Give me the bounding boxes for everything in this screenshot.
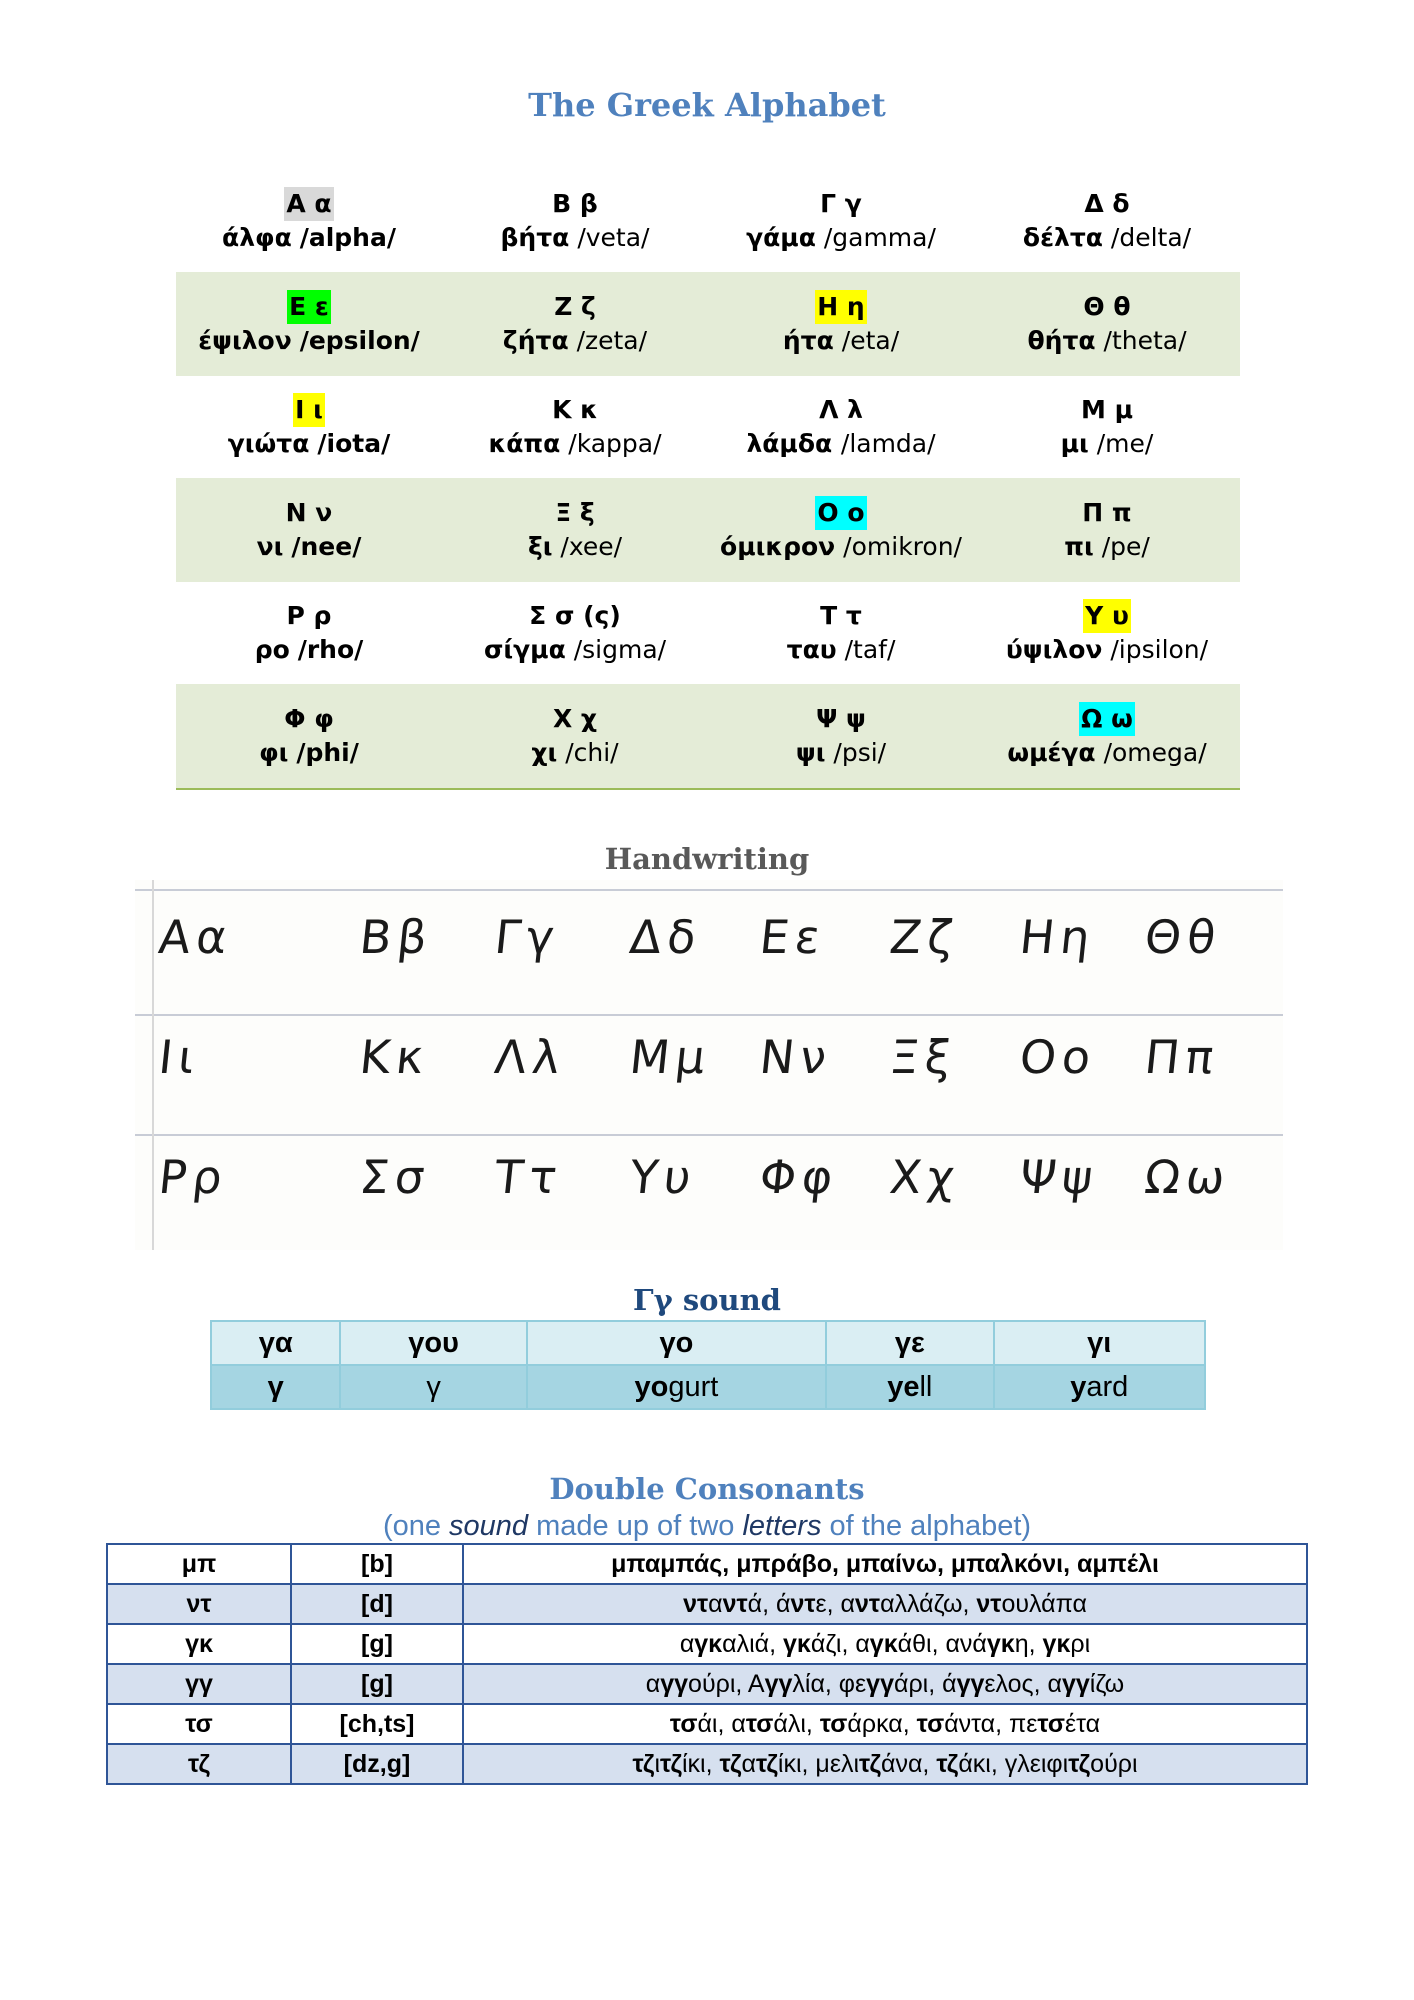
letter-cell xyxy=(974,170,1240,272)
example-segment: τσ xyxy=(1037,1709,1065,1738)
letter-name xyxy=(503,324,647,358)
example-segment: η, xyxy=(1014,1629,1043,1658)
letter-cell xyxy=(708,272,974,376)
consonant-examples xyxy=(463,1664,1307,1704)
letter-name xyxy=(222,221,396,255)
pronunciation: /gamma/ xyxy=(823,223,936,252)
example-segment: ρι xyxy=(1070,1629,1091,1658)
greek-name: νι xyxy=(256,532,284,561)
consonant-row xyxy=(107,1584,1307,1624)
handwritten-letters: Ιι xyxy=(156,1030,203,1084)
alphabet-row xyxy=(176,376,1240,478)
gamma-sound-cell xyxy=(527,1365,826,1409)
subtitle-part: letters xyxy=(742,1510,822,1542)
alphabet-row xyxy=(176,272,1240,376)
example-segment: ε, α xyxy=(815,1589,856,1618)
example-segment: γκ xyxy=(1042,1629,1071,1658)
handwritten-letters: Δδ xyxy=(627,910,705,964)
letter-cell xyxy=(708,478,974,582)
consonant-examples xyxy=(463,1624,1307,1664)
alphabet-row xyxy=(176,170,1240,272)
letter-pair: Ι ι xyxy=(293,393,325,427)
greek-name: σίγμα xyxy=(483,635,566,664)
handwriting-title: Handwriting xyxy=(604,842,810,876)
gamma-sound-cell xyxy=(340,1365,526,1409)
letter-pair: Λ λ xyxy=(819,395,863,424)
pronunciation: /omega/ xyxy=(1103,738,1207,767)
consonant-row xyxy=(107,1744,1307,1784)
handwritten-letters: Ξξ xyxy=(887,1030,960,1084)
handwritten-letters: Φφ xyxy=(757,1150,842,1204)
consonant-row xyxy=(107,1544,1307,1584)
letter-name xyxy=(746,221,936,255)
consonant-sound: [g] xyxy=(291,1664,463,1704)
letter-name xyxy=(255,633,364,667)
letter-pair: Ζ ζ xyxy=(554,292,596,321)
gamma-sound-cell xyxy=(211,1365,340,1409)
greek-name: όμικρον xyxy=(720,532,836,561)
subtitle-part: of the alphabet) xyxy=(821,1510,1032,1542)
sound-rest: ll xyxy=(919,1370,933,1403)
letter-cell xyxy=(442,478,708,582)
sound-bold: γ xyxy=(267,1370,284,1403)
greek-name: ζήτα xyxy=(502,326,569,355)
letter-cell xyxy=(176,376,442,478)
example-segment: ντ xyxy=(976,1589,1002,1618)
greek-name: έψιλον xyxy=(198,326,292,355)
sound-rest: γ xyxy=(426,1370,441,1403)
example-segment: άζι, α xyxy=(810,1629,870,1658)
pronunciation: /veta/ xyxy=(577,223,650,252)
gamma-spelling-cell: γα xyxy=(211,1321,340,1365)
pronunciation: /me/ xyxy=(1096,429,1154,458)
example-segment: άλι, xyxy=(773,1709,820,1738)
example-segment: έτα xyxy=(1064,1709,1101,1738)
letter-cell xyxy=(176,684,442,788)
example-segment: τζ xyxy=(1068,1749,1091,1778)
letter-cell xyxy=(974,684,1240,788)
consonant-row xyxy=(107,1624,1307,1664)
example-segment: λία, φε xyxy=(792,1669,867,1698)
letter-cell xyxy=(442,170,708,272)
sound-bold: y xyxy=(1070,1370,1087,1403)
letter-name xyxy=(1007,736,1206,770)
handwritten-letters: Κκ xyxy=(357,1030,433,1084)
example-segment: αλλάζω, xyxy=(880,1589,977,1618)
handwritten-letters: Ββ xyxy=(357,910,436,964)
example-segment: ντ xyxy=(683,1589,709,1618)
handwritten-letters: Λλ xyxy=(492,1030,569,1084)
letter-name xyxy=(1027,324,1186,358)
double-consonants-table xyxy=(106,1543,1308,1785)
handwritten-letters: Οο xyxy=(1017,1030,1100,1084)
pronunciation: /xee/ xyxy=(560,532,623,561)
example-segment: ούρι, Α xyxy=(688,1669,765,1698)
consonant-sound: [g] xyxy=(291,1624,463,1664)
handwritten-letters: Εε xyxy=(757,910,829,964)
letter-cell xyxy=(708,170,974,272)
letter-name xyxy=(1061,427,1154,461)
example-segment: μπαμπάς, μπράβο, μπαίνω, μπαλκόνι, αμπέλι xyxy=(611,1549,1159,1578)
letter-name xyxy=(531,736,618,770)
example-segment: α xyxy=(741,1749,756,1778)
gamma-spelling-cell: γι xyxy=(994,1321,1205,1365)
handwritten-letters: Γγ xyxy=(492,910,563,964)
greek-name: ωμέγα xyxy=(1007,738,1096,767)
letter-cell xyxy=(974,478,1240,582)
letter-name xyxy=(198,324,420,358)
example-segment: άι, α xyxy=(697,1709,746,1738)
letter-pair: Ο ο xyxy=(815,496,866,530)
letter-name xyxy=(501,221,650,255)
letter-name xyxy=(259,736,359,770)
greek-name: ρο xyxy=(254,635,290,664)
greek-name: μι xyxy=(1060,429,1089,458)
greek-name: άλφα xyxy=(222,223,292,252)
letter-name xyxy=(1023,221,1191,255)
example-segment: γκ xyxy=(986,1629,1015,1658)
example-segment: ά, ά xyxy=(747,1589,791,1618)
letter-cell xyxy=(176,582,442,684)
handwritten-letters: Ωω xyxy=(1142,1150,1234,1204)
example-segment: ντ xyxy=(790,1589,816,1618)
consonant-pair: γκ xyxy=(107,1624,291,1664)
letter-pair: Ε ε xyxy=(287,290,331,324)
handwritten-letters: Θθ xyxy=(1142,910,1225,964)
handwritten-letters: Αα xyxy=(156,910,236,964)
handwriting-image xyxy=(135,880,1283,1250)
letter-pair: Σ σ (ς) xyxy=(529,601,621,630)
pronunciation: /lamda/ xyxy=(840,429,936,458)
handwritten-letters: Ππ xyxy=(1142,1030,1223,1084)
consonant-sound: [b] xyxy=(291,1544,463,1584)
pronunciation: /eta/ xyxy=(841,326,900,355)
example-segment: τζ xyxy=(632,1749,655,1778)
letter-name xyxy=(1006,633,1208,667)
letter-cell xyxy=(974,582,1240,684)
greek-name: φι xyxy=(259,738,289,767)
pronunciation: /nee/ xyxy=(291,532,362,561)
letter-name xyxy=(783,324,899,358)
example-segment: άντα, πε xyxy=(944,1709,1038,1738)
consonant-pair: μπ xyxy=(107,1544,291,1584)
consonant-sound: [dz,g] xyxy=(291,1744,463,1784)
example-segment: άθι, ανά xyxy=(897,1629,987,1658)
handwritten-letters: Ττ xyxy=(492,1150,566,1204)
letter-cell xyxy=(442,684,708,788)
example-segment: γγ xyxy=(1061,1669,1090,1698)
handwritten-letters: Σσ xyxy=(357,1150,434,1204)
consonant-pair: γγ xyxy=(107,1664,291,1704)
letter-name xyxy=(720,530,962,564)
letter-pair: Δ δ xyxy=(1084,189,1130,218)
greek-name: χι xyxy=(531,738,558,767)
consonant-sound: [d] xyxy=(291,1584,463,1624)
letter-pair: Α α xyxy=(284,187,333,221)
pronunciation: /chi/ xyxy=(565,738,619,767)
example-segment: τσ xyxy=(669,1709,698,1738)
pronunciation: /alpha/ xyxy=(299,223,396,252)
letter-cell xyxy=(176,272,442,376)
letter-name xyxy=(787,633,896,667)
pronunciation: /omikron/ xyxy=(843,532,962,561)
letter-cell xyxy=(708,582,974,684)
pronunciation: /ipsilon/ xyxy=(1110,635,1209,664)
gamma-sound-cell xyxy=(826,1365,993,1409)
gamma-sound-table xyxy=(210,1320,1206,1410)
consonant-row xyxy=(107,1664,1307,1704)
letter-pair: Θ θ xyxy=(1083,292,1131,321)
consonant-pair: τσ xyxy=(107,1704,291,1744)
example-segment: άκι, γλειφι xyxy=(958,1749,1069,1778)
letter-cell xyxy=(442,376,708,478)
page-title: The Greek Alphabet xyxy=(528,86,886,124)
example-segment: γγ xyxy=(866,1669,894,1698)
example-segment: τζ xyxy=(755,1749,778,1778)
letter-cell xyxy=(442,272,708,376)
greek-name: βήτα xyxy=(500,223,570,252)
subtitle-part: made up of two xyxy=(528,1510,743,1542)
example-segment: ίζω xyxy=(1089,1669,1125,1698)
gamma-sound-cell xyxy=(994,1365,1205,1409)
greek-name: ύψιλον xyxy=(1005,635,1103,664)
gamma-row-spelling xyxy=(211,1321,1205,1365)
example-segment: τζ xyxy=(719,1749,742,1778)
pronunciation: /phi/ xyxy=(296,738,359,767)
consonant-pair: ντ xyxy=(107,1584,291,1624)
gamma-spelling-cell: γε xyxy=(826,1321,993,1365)
example-segment: αλιά, xyxy=(722,1629,783,1658)
greek-name: δέλτα xyxy=(1022,223,1103,252)
letter-pair: Β β xyxy=(552,189,598,218)
letter-pair: Κ κ xyxy=(552,395,598,424)
consonant-sound: [ch,ts] xyxy=(291,1704,463,1744)
consonant-pair: τζ xyxy=(107,1744,291,1784)
sound-bold: ye xyxy=(887,1370,920,1403)
consonant-examples xyxy=(463,1584,1307,1624)
example-segment: α xyxy=(679,1629,695,1658)
example-segment: ντ xyxy=(722,1589,748,1618)
letter-pair: Ν ν xyxy=(285,498,333,527)
alphabet-row xyxy=(176,684,1240,788)
example-segment: τζ xyxy=(660,1749,682,1778)
letter-cell xyxy=(974,272,1240,376)
greek-name: ξι xyxy=(527,532,553,561)
gamma-spelling-cell: γο xyxy=(527,1321,826,1365)
consonant-examples xyxy=(463,1704,1307,1744)
greek-name: γάμα xyxy=(746,223,816,252)
double-consonants-subtitle xyxy=(0,1510,1414,1543)
subtitle-part: sound xyxy=(449,1510,529,1542)
example-segment: α xyxy=(708,1589,723,1618)
letter-cell xyxy=(176,170,442,272)
sound-rest: gurt xyxy=(668,1370,719,1403)
example-segment: ουλάπα xyxy=(1001,1589,1087,1618)
letter-pair: Ω ω xyxy=(1079,702,1135,736)
greek-name: ήτα xyxy=(782,326,834,355)
example-segment: άρι, ά xyxy=(893,1669,957,1698)
pronunciation: /psi/ xyxy=(833,738,887,767)
pronunciation: /iota/ xyxy=(317,429,391,458)
sound-bold: yo xyxy=(634,1370,669,1403)
letter-pair: Χ χ xyxy=(552,704,598,733)
example-segment: τσ xyxy=(916,1709,945,1738)
alphabet-row xyxy=(176,582,1240,684)
pronunciation: /theta/ xyxy=(1103,326,1187,355)
handwritten-letters: Υυ xyxy=(627,1150,700,1204)
letter-pair: Ξ ξ xyxy=(555,498,595,527)
letter-name xyxy=(257,530,362,564)
example-segment: γγ xyxy=(764,1669,793,1698)
letter-pair: Τ τ xyxy=(820,601,862,630)
example-segment: ελος, α xyxy=(984,1669,1062,1698)
greek-name: κάπα xyxy=(488,429,561,458)
example-segment: ντ xyxy=(855,1589,881,1618)
pronunciation: /taf/ xyxy=(844,635,896,664)
consonant-examples xyxy=(463,1744,1307,1784)
example-segment: τσ xyxy=(745,1709,774,1738)
pronunciation: /epsilon/ xyxy=(299,326,420,355)
sound-rest: ard xyxy=(1086,1370,1129,1403)
example-segment: γγ xyxy=(660,1669,689,1698)
letter-name xyxy=(528,530,622,564)
example-segment: ι xyxy=(654,1749,661,1778)
example-segment: ίκι, μελι xyxy=(777,1749,860,1778)
letter-cell xyxy=(442,582,708,684)
example-segment: γκ xyxy=(783,1629,811,1658)
example-segment: ούρι xyxy=(1090,1749,1138,1778)
greek-name: γιώτα xyxy=(227,429,310,458)
example-segment: α xyxy=(645,1669,661,1698)
letter-cell xyxy=(176,478,442,582)
letter-name xyxy=(228,427,390,461)
example-segment: τσ xyxy=(819,1709,848,1738)
letter-pair: Μ μ xyxy=(1081,395,1133,424)
letter-name xyxy=(484,633,666,667)
consonant-row xyxy=(107,1704,1307,1744)
letter-pair: Υ υ xyxy=(1083,599,1131,633)
alphabet-row xyxy=(176,478,1240,582)
pronunciation: /kappa/ xyxy=(568,429,662,458)
greek-name: ψι xyxy=(795,738,826,767)
letter-name xyxy=(796,736,886,770)
letter-cell xyxy=(708,684,974,788)
example-segment: τζ xyxy=(936,1749,959,1778)
pronunciation: /pe/ xyxy=(1101,532,1150,561)
example-segment: ίκι, xyxy=(682,1749,720,1778)
example-segment: άρκα, xyxy=(847,1709,917,1738)
pronunciation: /rho/ xyxy=(297,635,364,664)
handwritten-letters: Χχ xyxy=(887,1150,963,1204)
greek-name: πι xyxy=(1064,532,1094,561)
letter-pair: Ψ ψ xyxy=(816,704,866,733)
example-segment: γκ xyxy=(694,1629,723,1658)
handwritten-letters: Ζζ xyxy=(887,910,962,964)
letter-pair: Π π xyxy=(1082,498,1132,527)
pronunciation: /zeta/ xyxy=(576,326,648,355)
letter-pair: Ρ ρ xyxy=(286,601,332,630)
letter-cell xyxy=(974,376,1240,478)
double-consonants-title: Double Consonants xyxy=(549,1472,865,1506)
example-segment: γκ xyxy=(869,1629,898,1658)
subtitle-part: (one xyxy=(382,1510,450,1542)
example-segment: γγ xyxy=(956,1669,985,1698)
alphabet-table xyxy=(176,170,1240,790)
handwritten-letters: Ψψ xyxy=(1017,1150,1102,1204)
pronunciation: /delta/ xyxy=(1110,223,1192,252)
letter-name xyxy=(488,427,661,461)
gamma-spelling-cell: γου xyxy=(340,1321,526,1365)
example-segment: άνα, xyxy=(881,1749,937,1778)
greek-name: λάμδα xyxy=(746,429,841,458)
greek-name: ταυ xyxy=(786,635,837,664)
handwritten-letters: Νν xyxy=(757,1030,835,1084)
example-segment: τζ xyxy=(859,1749,882,1778)
greek-name: θήτα xyxy=(1027,326,1096,355)
handwritten-letters: Μμ xyxy=(627,1030,714,1084)
handwritten-letters: Ρρ xyxy=(156,1150,231,1204)
letter-pair: Γ γ xyxy=(820,189,862,218)
pronunciation: /sigma/ xyxy=(573,635,667,664)
letter-pair: Η η xyxy=(815,290,866,324)
letter-name xyxy=(1064,530,1150,564)
handwritten-letters: Ηη xyxy=(1017,910,1099,964)
consonant-examples xyxy=(463,1544,1307,1584)
gamma-sound-title: Γγ sound xyxy=(633,1283,781,1317)
gamma-row-sound xyxy=(211,1365,1205,1409)
letter-cell xyxy=(708,376,974,478)
letter-pair: Φ φ xyxy=(284,704,334,733)
letter-name xyxy=(746,427,935,461)
